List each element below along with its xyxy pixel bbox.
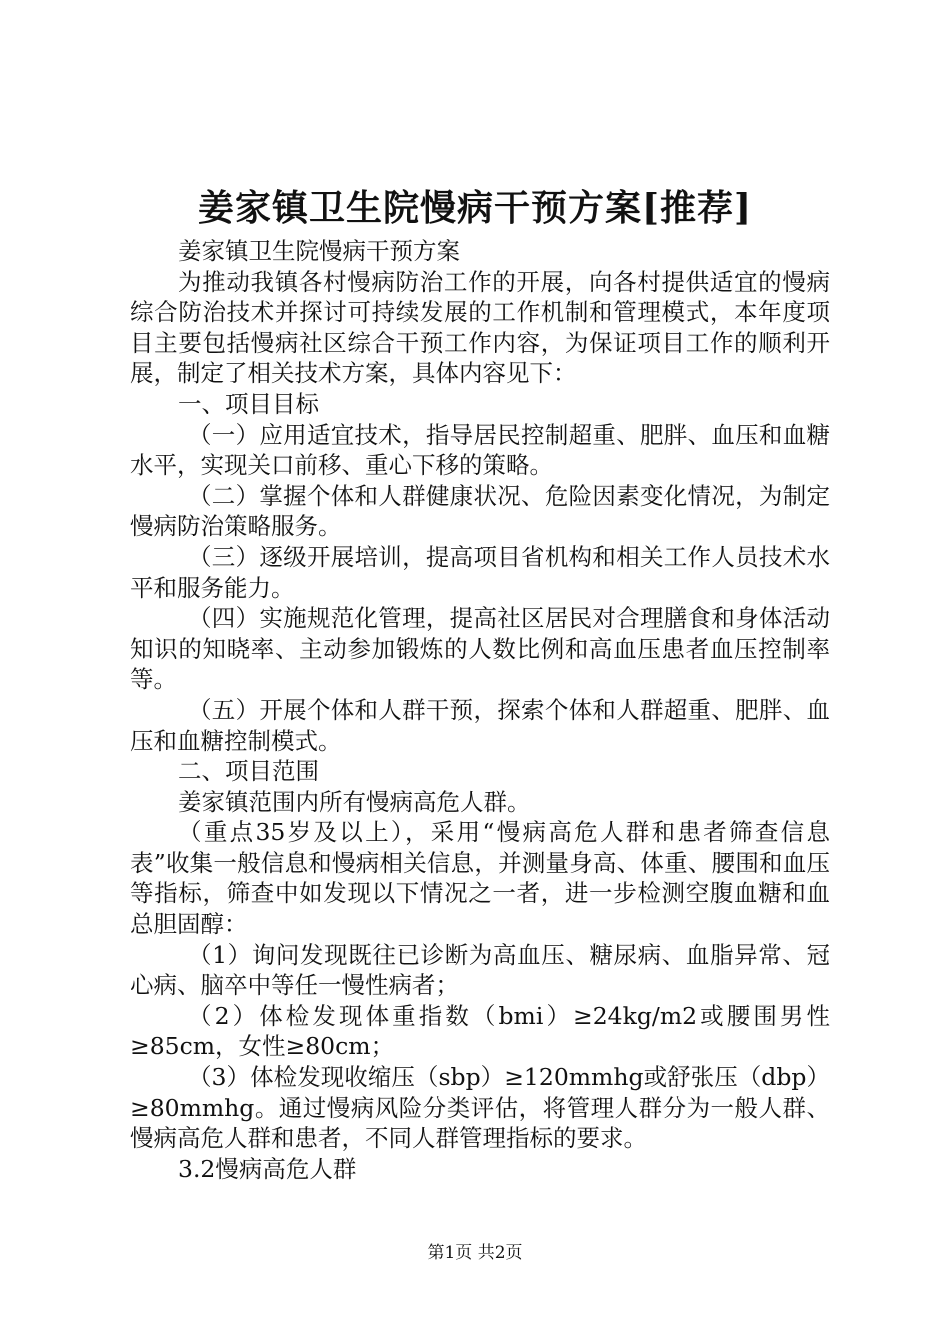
goal-item-5: （五）开展个体和人群干预，探索个体和人群超重、肥胖、血压和血糖控制模式。	[130, 695, 830, 755]
goal-item-3: （三）逐级开展培训，提高项目省机构和相关工作人员技术水平和服务能力。	[130, 542, 830, 602]
document-body	[130, 236, 830, 1184]
goal-item-1: （一）应用适宜技术，指导居民控制超重、肥胖、血压和血糖水平，实现关口前移、重心下移的策略。	[130, 420, 830, 480]
scope-paragraph: 姜家镇范围内所有慢病高危人群。	[178, 787, 531, 816]
subtitle-paragraph: 姜家镇卫生院慢病干预方案	[178, 237, 460, 265]
subsection-heading: 3.2慢病高危人群	[178, 1154, 357, 1183]
section-heading-scope: 二、项目范围	[178, 757, 319, 786]
document-title: 姜家镇卫生院慢病干预方案[推荐]	[197, 187, 753, 229]
goal-item-4: （四）实施规范化管理，提高社区居民对合理膳食和身体活动知识的知晓率、主动参加锻炼的人数比例和高血压患者血压控制率等。	[130, 604, 830, 694]
screening-paragraph: （重点35岁及以上），采用“慢病高危人群和患者筛查信息表”收集一般信息和慢病相关信息，并测量身高、体重、腰围和血压等指标，筛查中如发现以下情况之一者，进一步检测空腹血糖和血总胆固醇：	[130, 818, 830, 939]
criteria-item-3: （3）体检发现收缩压（sbp）≥120mmhg或舒张压（dbp）≥80mmhg。通过慢病风险分类评估，将管理人群分为一般人群、慢病高危人群和患者，不同人群管理指标的要求。	[130, 1063, 830, 1153]
page-number: 第1页 共2页	[427, 1243, 523, 1263]
section-heading-goals: 一、项目目标	[178, 389, 319, 418]
intro-paragraph: 为推动我镇各村慢病防治工作的开展，向各村提供适宜的慢病综合防治技术并探讨可持续发展的工作机制和管理模式，本年度项目主要包括慢病社区综合干预工作内容，为保证项目工作的顺利开展，制定了相关技术方案，具体内容见下：	[130, 267, 830, 388]
goal-item-2: （二）掌握个体和人群健康状况、危险因素变化情况，为制定慢病防治策略服务。	[130, 481, 830, 541]
criteria-item-2: （2）体检发现体重指数（bmi）≥24kg/m2或腰围男性≥85cm，女性≥80cm；	[130, 1001, 830, 1061]
criteria-item-1: （1）询问发现既往已诊断为高血压、糖尿病、血脂异常、冠心病、脑卒中等任一慢性病者；	[130, 940, 830, 1000]
